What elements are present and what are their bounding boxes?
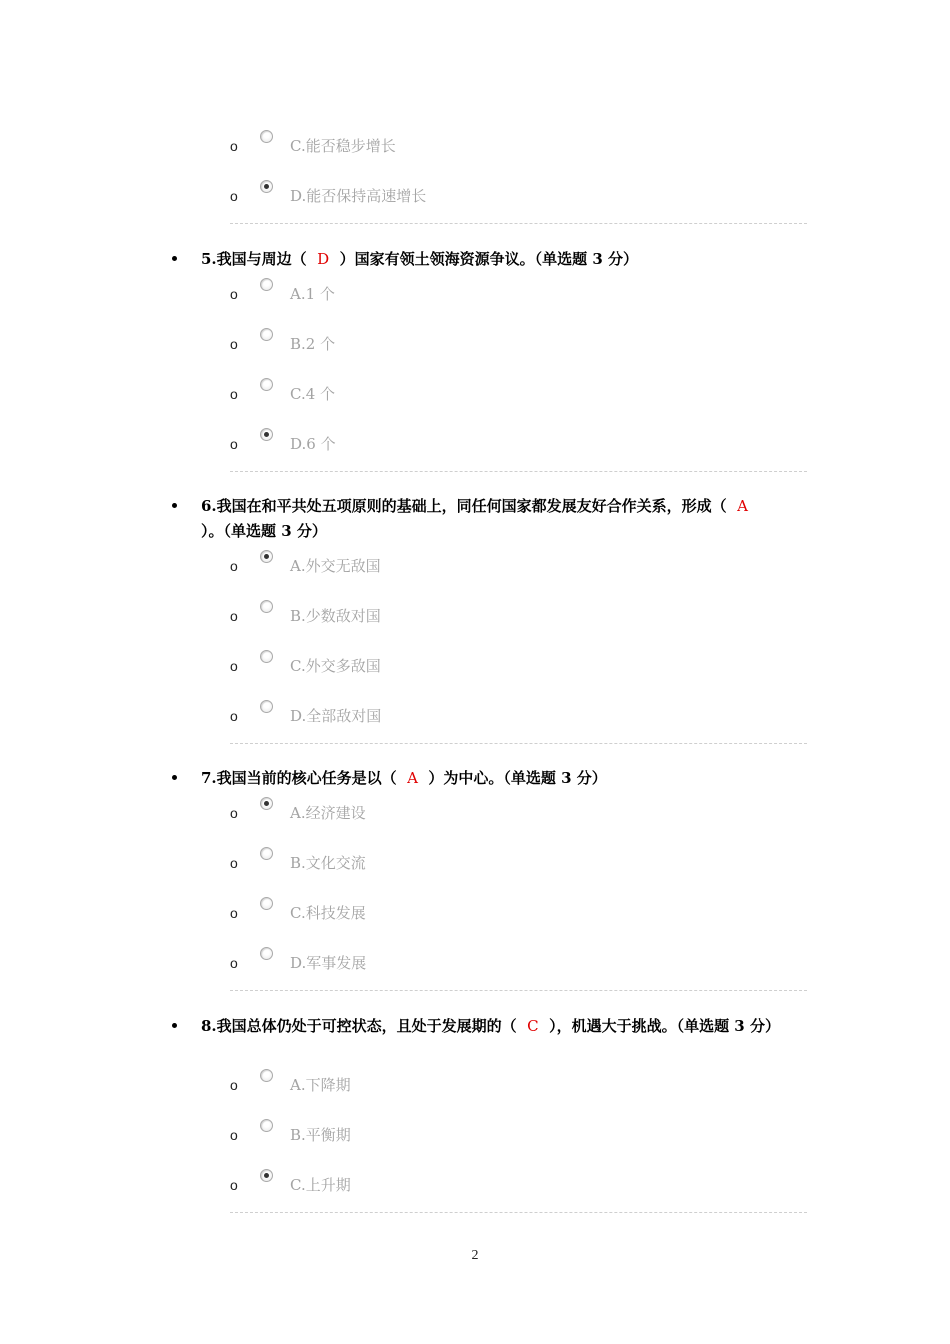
question-divider (230, 223, 807, 224)
question-prefix: 6.我国在和平共处五项原则的基础上，同任何国家都发展友好合作关系，形成（ (201, 497, 727, 515)
list-marker: o (230, 386, 238, 402)
radio-button[interactable] (260, 378, 273, 391)
list-marker: o (230, 608, 238, 624)
option-q5-c[interactable] (0, 378, 700, 408)
list-marker: o (230, 855, 238, 871)
option-label: C.外交多敌国 (290, 657, 381, 675)
option-q7-c[interactable] (0, 897, 700, 927)
option-label: D.6 个 (290, 435, 336, 453)
option-label: C.能否稳步增长 (290, 137, 396, 155)
radio-button[interactable] (260, 700, 273, 713)
radio-button[interactable] (260, 650, 273, 663)
option-q8-b[interactable] (0, 1119, 700, 1149)
radio-button[interactable] (260, 130, 273, 143)
option-label: B.平衡期 (290, 1126, 351, 1144)
list-marker: o (230, 138, 238, 154)
option-q8-a[interactable] (0, 1069, 700, 1099)
bullet-dot (172, 1023, 177, 1028)
list-marker: o (230, 955, 238, 971)
option-label: A.1 个 (290, 285, 335, 303)
list-marker: o (230, 1127, 238, 1143)
option-q7-b[interactable] (0, 847, 700, 877)
option-q4-c[interactable] (0, 130, 700, 160)
question-suffix: ）为中心。（单选题 3 分） (428, 769, 607, 787)
radio-button[interactable] (260, 1069, 273, 1082)
option-label: D.全部敌对国 (290, 707, 382, 725)
list-marker: o (230, 1077, 238, 1093)
bullet-dot (172, 775, 177, 780)
question-prefix: 7.我国当前的核心任务是以（ (201, 769, 397, 787)
list-marker: o (230, 708, 238, 724)
question-text (201, 766, 811, 791)
option-label: D.军事发展 (290, 954, 367, 972)
answer-mark: D (317, 250, 330, 268)
option-q5-a[interactable] (0, 278, 700, 308)
option-q6-a[interactable] (0, 550, 700, 580)
question-text (201, 494, 811, 544)
radio-button-checked[interactable] (260, 428, 273, 441)
radio-button[interactable] (260, 947, 273, 960)
option-q4-d[interactable] (0, 180, 700, 210)
radio-button[interactable] (260, 897, 273, 910)
question-divider (230, 990, 807, 991)
radio-button[interactable] (260, 600, 273, 613)
option-q6-c[interactable] (0, 650, 700, 680)
question-suffix: ），机遇大于挑战。（单选题 3 分） (549, 1017, 780, 1035)
radio-button[interactable] (260, 847, 273, 860)
option-q6-d[interactable] (0, 700, 700, 730)
radio-button-checked[interactable] (260, 550, 273, 563)
option-label: A.下降期 (290, 1076, 351, 1094)
option-label: C.上升期 (290, 1176, 351, 1194)
question-prefix: 5.我国与周边（ (201, 250, 307, 268)
option-label: B.少数敌对国 (290, 607, 381, 625)
option-q7-d[interactable] (0, 947, 700, 977)
option-label: A.经济建设 (290, 804, 366, 822)
list-marker: o (230, 286, 238, 302)
list-marker: o (230, 658, 238, 674)
option-label: A.外交无敌国 (290, 557, 381, 575)
option-q7-a[interactable] (0, 797, 700, 827)
radio-button-checked[interactable] (260, 180, 273, 193)
option-q8-c[interactable] (0, 1169, 700, 1199)
question-divider (230, 471, 807, 472)
radio-button-checked[interactable] (260, 797, 273, 810)
answer-mark: C (527, 1017, 539, 1035)
option-label: D.能否保持高速增长 (290, 187, 427, 205)
list-marker: o (230, 1177, 238, 1193)
radio-button[interactable] (260, 1119, 273, 1132)
page-number: 2 (471, 1248, 479, 1263)
list-marker: o (230, 558, 238, 574)
radio-button[interactable] (260, 328, 273, 341)
question-suffix: ）国家有领土领海资源争议。（单选题 3 分） (339, 250, 638, 268)
question-divider (230, 743, 807, 744)
option-label: C.科技发展 (290, 904, 366, 922)
bullet-dot (172, 256, 177, 261)
question-text (201, 1014, 811, 1039)
answer-mark: A (737, 497, 748, 515)
question-prefix: 8.我国总体仍处于可控状态，且处于发展期的（ (201, 1017, 517, 1035)
radio-button[interactable] (260, 278, 273, 291)
list-marker: o (230, 336, 238, 352)
list-marker: o (230, 905, 238, 921)
option-q5-b[interactable] (0, 328, 700, 358)
question-text (201, 247, 811, 272)
option-q6-b[interactable] (0, 600, 700, 630)
question-suffix: ）。（单选题 3 分） (201, 522, 327, 540)
list-marker: o (230, 436, 238, 452)
option-label: B.2 个 (290, 335, 336, 353)
list-marker: o (230, 805, 238, 821)
list-marker: o (230, 188, 238, 204)
question-divider (230, 1212, 807, 1213)
option-label: B.文化交流 (290, 854, 366, 872)
radio-button-checked[interactable] (260, 1169, 273, 1182)
option-label: C.4 个 (290, 385, 336, 403)
answer-mark: A (407, 769, 418, 787)
bullet-dot (172, 503, 177, 508)
option-q5-d[interactable] (0, 428, 700, 458)
